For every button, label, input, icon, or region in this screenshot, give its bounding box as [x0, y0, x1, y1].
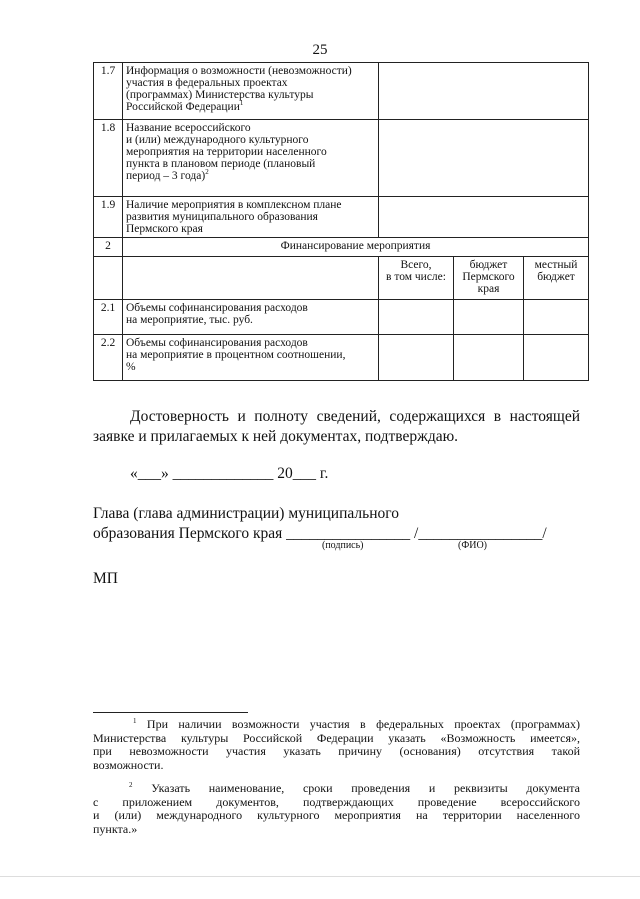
- label-line: пункта в плановом периоде (плановый: [126, 158, 316, 170]
- table-row-2-1: [94, 300, 589, 335]
- footnote-2: [93, 782, 580, 836]
- label-line: Информация о возможности (невозможности): [126, 65, 352, 77]
- date-line[interactable]: «___» _____________ 20___ г.: [130, 465, 329, 482]
- confirmation-line-1: Достоверность и полноту сведений, содержащихся в настоящей: [130, 408, 580, 425]
- empty-cell: [123, 257, 379, 300]
- footnote-line: [93, 782, 580, 796]
- header-regional-budget: [454, 257, 524, 300]
- page-number: 25: [312, 42, 328, 58]
- label-line: участия в федеральных проектах: [126, 77, 288, 89]
- value-cell[interactable]: [379, 197, 589, 238]
- table-row-2-2: [94, 335, 589, 381]
- confirmation-line-2: заявке и прилагаемых к ней документах, подтверждаю.: [93, 428, 459, 445]
- table-row-1-7: [94, 63, 589, 120]
- header-line: в том числе:: [386, 271, 446, 283]
- row-number: 1.9: [94, 197, 123, 238]
- footnote-line: Министерства культуры Российской Федерации указать «Возможность имеется»,: [93, 730, 580, 745]
- footnote-line: пункта.»: [93, 821, 138, 836]
- label-line: на мероприятие в процентном соотношении,: [126, 349, 346, 361]
- footnote-line: возможности.: [93, 757, 164, 772]
- table-row-section-2: [94, 238, 589, 257]
- row-number: 2: [94, 238, 123, 257]
- header-total: [379, 257, 454, 300]
- footnote-line: при невозможности участия указать причину (основания) отсутствия такой: [93, 744, 580, 758]
- section-title: Финансирование мероприятия: [123, 238, 589, 257]
- footnote-mark: 2: [205, 168, 209, 177]
- value-cell[interactable]: [379, 63, 589, 120]
- value-cell-local[interactable]: [524, 335, 589, 381]
- footnote-separator: [93, 712, 248, 713]
- label-line: Название всероссийского: [126, 122, 251, 134]
- table-row-1-9: [94, 197, 589, 238]
- value-cell-total[interactable]: [379, 300, 454, 335]
- label-line: Наличие мероприятия в комплексном плане: [126, 199, 342, 211]
- signature-caption: (подпись): [322, 540, 364, 551]
- value-cell-regional[interactable]: [454, 300, 524, 335]
- row-label: [123, 300, 379, 335]
- label-line: Российской Федерации: [126, 101, 240, 113]
- table-row-1-8: [94, 120, 589, 197]
- footnote-line: с приложением документов, подтверждающих проведение всероссийского: [93, 794, 580, 809]
- row-label: [123, 335, 379, 381]
- row-label: [123, 63, 379, 120]
- label-line: развития муниципального образования: [126, 211, 318, 223]
- label-line: %: [126, 361, 136, 373]
- label-line: мероприятия на территории населенного: [126, 146, 327, 158]
- label-line: период – 3 года): [126, 170, 206, 182]
- signature-title-line-1: Глава (глава администрации) муниципального: [93, 505, 399, 522]
- row-number: 2.1: [94, 300, 123, 335]
- label-line: Объемы софинансирования расходов: [126, 337, 308, 349]
- label-line: Пермского края: [126, 223, 203, 235]
- row-label: [123, 120, 379, 197]
- header-line: местный: [534, 259, 578, 271]
- name-caption: (ФИО): [458, 540, 488, 551]
- page-bottom-edge: [0, 876, 640, 877]
- value-cell-regional[interactable]: [454, 335, 524, 381]
- footnote-mark: 1: [239, 99, 244, 108]
- value-cell[interactable]: [379, 120, 589, 197]
- footnote-mark: 1: [133, 717, 137, 725]
- table-row-financing-header: [94, 257, 589, 300]
- label-line: и (или) международного культурного: [126, 134, 309, 146]
- value-cell-total[interactable]: [379, 335, 454, 381]
- footnote-text: При наличии возможности участия в федеральных проектах (программах): [146, 717, 581, 731]
- footnote-line: [93, 718, 580, 732]
- header-local-budget: [524, 257, 589, 300]
- row-number: 1.8: [94, 120, 123, 197]
- header-line: бюджет: [469, 259, 508, 271]
- value-cell-local[interactable]: [524, 300, 589, 335]
- label-line: на мероприятие, тыс. руб.: [126, 314, 253, 326]
- row-number: 2.2: [94, 335, 123, 381]
- footnote-line: и (или) международного культурного мероприятия на территории населенного: [93, 808, 580, 822]
- row-number: 1.7: [94, 63, 123, 120]
- application-form-table: [93, 62, 589, 381]
- header-line: края: [477, 283, 500, 295]
- footnote-1: [93, 718, 580, 772]
- stamp-label: МП: [93, 570, 118, 587]
- header-line: Всего,: [400, 259, 432, 271]
- footnote-text: Указать наименование, сроки проведения и реквизиты документа: [151, 781, 581, 795]
- row-label: [123, 197, 379, 238]
- signature-title-line-2[interactable]: образования Пермского края ________________ /________________/: [93, 525, 547, 542]
- header-line: Пермского: [462, 271, 515, 283]
- empty-cell: [94, 257, 123, 300]
- footnote-mark: 2: [129, 781, 133, 789]
- header-line: бюджет: [537, 271, 575, 283]
- label-line: (программах) Министерства культуры: [126, 89, 314, 101]
- label-line: Объемы софинансирования расходов: [126, 302, 308, 314]
